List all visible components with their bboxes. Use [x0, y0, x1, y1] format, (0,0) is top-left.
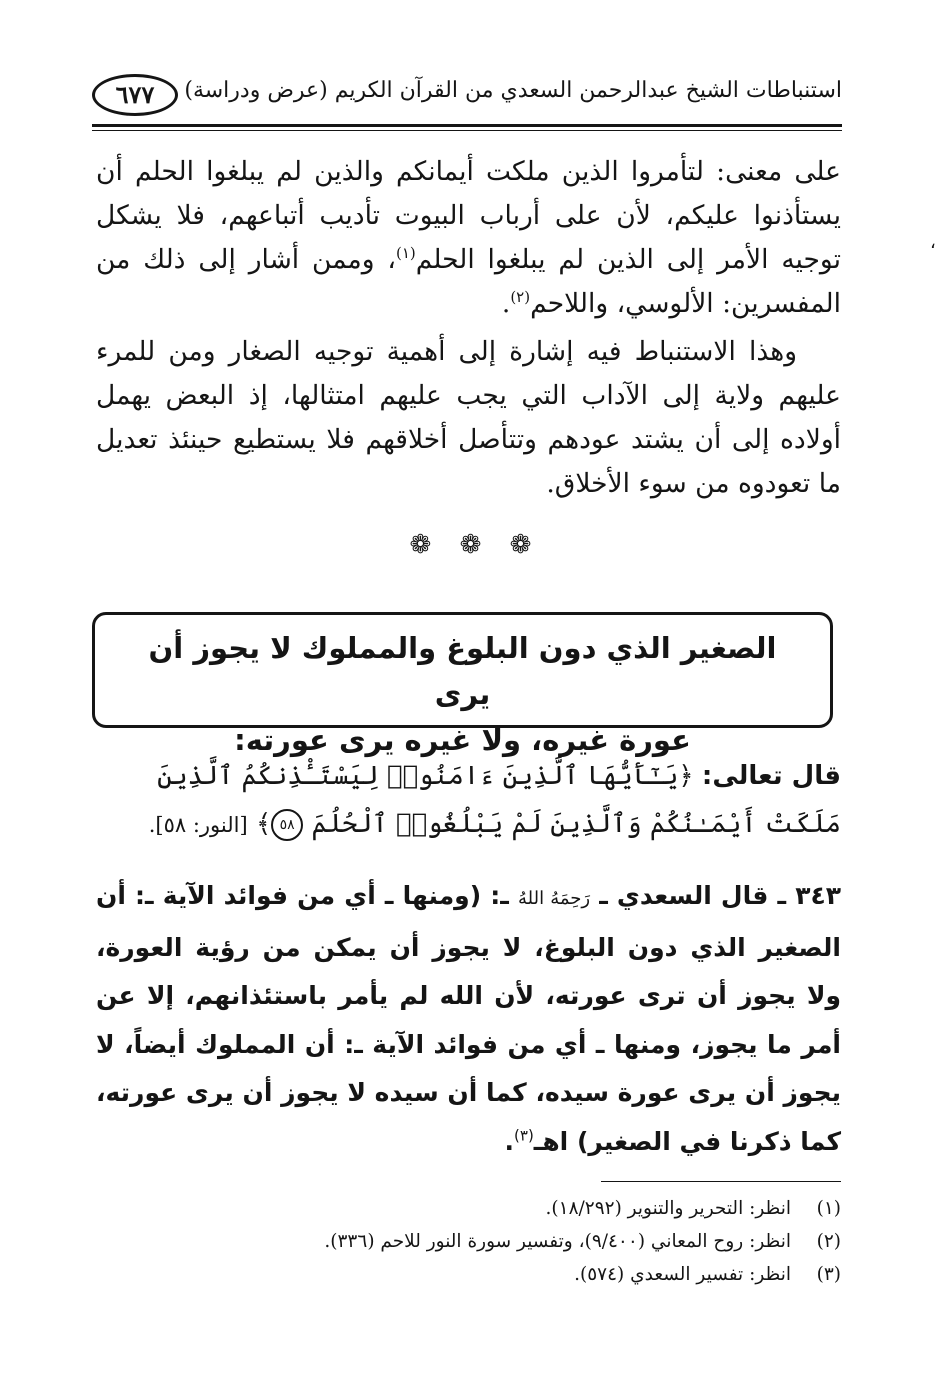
footnote-item	[96, 1225, 841, 1258]
section-heading-line-2: عورة غيره، ولا غيره يرى عورته:	[234, 723, 691, 757]
honorific: رَحِمَهُ اللهُ	[517, 888, 591, 909]
header-rule	[92, 124, 842, 127]
footnote-number: (١)	[816, 1198, 841, 1219]
ayah-number-marker: ٥٨	[271, 809, 303, 841]
footnote-ref-3[interactable]: (٣)	[514, 1126, 534, 1145]
verse-text: ﴿يَـٰٓأَيُّهَا ٱلَّذِينَ ءَامَنُوا۟ لِيَسْتَـْٔذِنكُمُ ٱلَّذِينَ مَلَكَتْ أَيْمَـٰنُكُمْ وَٱلَّذِينَ لَمْ يَبْلُغُوا۟ ٱلْحُلُمَ	[157, 761, 841, 839]
section-heading	[92, 612, 833, 757]
header-rule-thin	[92, 130, 842, 131]
paragraph-2: وهذا الاستنباط فيه إشارة إلى أهمية توجيه الصغار ومن للمرء عليهم ولاية إلى الآداب التي يجب عليهم امتثالها، إذ البعض يهمل أولاده إلى أن يشتد عودهم وتتأصل أخلاقهم فلا يستطيع حينئذ تعديل ما تعودوه من سوء الأخلاق.	[96, 336, 841, 499]
verse-citation: [النور: ٥٨].	[148, 813, 248, 837]
running-header	[92, 72, 842, 124]
saadi-quote	[96, 872, 841, 1166]
footnotes-list	[96, 1192, 841, 1291]
footnote-ref-2[interactable]: (٢)	[510, 288, 531, 307]
quote-lead: ٣٤٣ ـ قال السعدي ـ	[599, 881, 841, 910]
header-title: استنباطات الشيخ عبدالرحمن السعدي من القرآن الكريم (عرض ودراسة)	[184, 78, 842, 103]
footnote-text: انظر: التحرير والتنوير (١٨/٢٩٢).	[545, 1198, 791, 1219]
footnote-separator	[601, 1181, 841, 1182]
page-number: ٦٧٧	[92, 74, 178, 116]
quote-text: ـ: (ومنها ـ أي من فوائد الآية ـ: أن الصغير الذي دون البلوغ، لا يجوز أن يمكن من رؤية العورة، ولا يجوز أن ترى عورته، لأن الله لم يأمر باستئذانهم، إلا عن أمر ما يجوز، ومنها ـ أي من فوائد الآية ـ: أن المملوك أيضاً، لا يجوز أن يرى عورة سيده، كما أن سيده لا يجوز أن يرى عورته، كما ذكرنا في الصغير) اهـ	[96, 881, 841, 1156]
footnote-item	[96, 1258, 841, 1291]
footnote-text: انظر: تفسير السعدي (٥٧٤).	[574, 1264, 791, 1285]
verse-lead: قال تعالى:	[701, 761, 841, 791]
section-separator: ❁ ❁ ❁	[409, 530, 542, 560]
paragraph-1-text-2: ، وممن أشار إلى ذلك من المفسرين: الألوسي، واللاحم	[96, 244, 841, 319]
footnote-ref-1[interactable]: (١)	[395, 244, 416, 263]
footnote-item	[96, 1192, 841, 1225]
footnote-text: انظر: روح المعاني (٩/٤٠٠)، وتفسير سورة النور للاحم (٣٣٦).	[324, 1231, 791, 1252]
quran-verse	[96, 752, 841, 849]
section-heading-line-1: الصغير الذي دون البلوغ والمملوك لا يجوز أن يرى	[148, 631, 777, 711]
paragraph-1-end: .	[501, 288, 511, 319]
footnote-number: (٢)	[816, 1231, 841, 1252]
paragraph-1-text: على معنى: لتأمروا الذين ملكت أيمانكم والذين لم يبلغوا الحلم أن يستأذنوا عليكم، لأن على أرباب البيوت تأديب أتباعهم، فلا يشكل توجيه الأمر إلى الذين لم يبلغوا الحلم	[96, 156, 841, 275]
footnote-number: (٣)	[816, 1264, 841, 1285]
paragraph-1	[96, 150, 841, 326]
verse-close-bracket: ﴾	[255, 809, 272, 839]
margin-mark: ،	[930, 232, 936, 253]
quote-end: .	[504, 1126, 515, 1156]
